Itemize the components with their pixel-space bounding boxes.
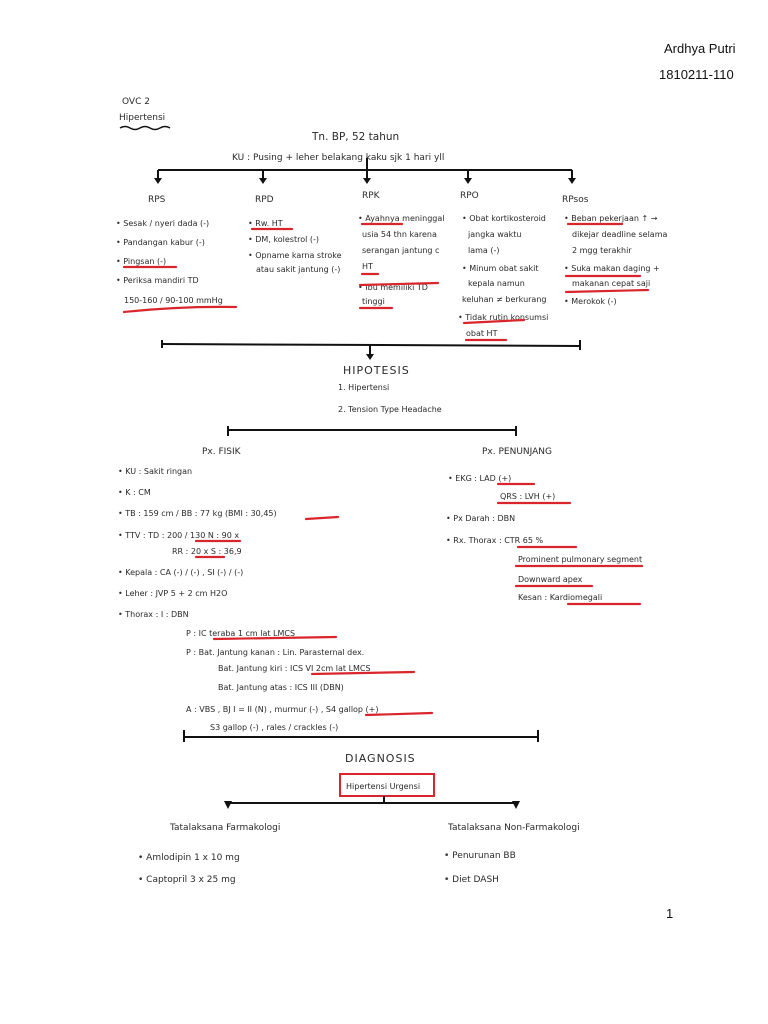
rpk-item: • Ayahnya meninggal: [358, 214, 445, 223]
px-penunjang-line: Prominent pulmonary segment: [518, 555, 643, 564]
rpk-item: HT: [362, 262, 373, 271]
rpo-item: • Obat kortikosteroid: [462, 214, 546, 223]
topic-label: Hipertensi: [119, 113, 166, 123]
px-fisik-line: P : IC teraba 1 cm lat LMCS: [186, 629, 296, 638]
underline-bmi: [306, 517, 338, 519]
rpo-item: keluhan ≠ berkurang: [462, 295, 547, 304]
rpsos-item: 2 mgg terakhir: [572, 246, 632, 255]
patient-label: Tn. BP, 52 tahun: [312, 131, 400, 143]
rpo-title: RPO: [460, 191, 479, 201]
px-fisik-line: S3 gallop (-) , rales / crackles (-): [210, 723, 339, 732]
px-fisik-line: • TB : 159 cm / BB : 77 kg (BMI : 30,45): [118, 509, 277, 518]
rps-item: • Pandangan kabur (-): [116, 238, 205, 247]
farmakologi-item: • Captopril 3 x 25 mg: [138, 875, 236, 885]
rpo-item: • Tidak rutin konsumsi: [458, 313, 549, 322]
rps-item: • Periksa mandiri TD: [116, 276, 199, 285]
diagnosis-value: Hipertensi Urgensi: [346, 782, 421, 791]
rpsos-item: • Beban pekerjaan ↑ →: [564, 214, 658, 223]
rpo-item: kepala namun: [468, 279, 525, 288]
branch-arrowheads: [154, 178, 576, 184]
hipotesis-item: 1. Hipertensi: [338, 383, 390, 392]
px-fisik-title: Px. FISIK: [202, 447, 241, 457]
page-number: 1: [666, 906, 674, 921]
px-fisik-line: • Thorax : I : DBN: [118, 610, 189, 619]
px-fisik-line: A : VBS , BJ I = II (N) , murmur (-) , S4 gallop (+): [186, 705, 379, 714]
rpd-title: RPD: [255, 195, 274, 205]
hipotesis-item: 2. Tension Type Headache: [338, 405, 442, 414]
rpsos-item: makanan cepat saji: [572, 279, 651, 288]
rpd-item: atau sakit jantung (-): [256, 265, 341, 274]
px-fisik-line: • KU : Sakit ringan: [118, 467, 193, 476]
underline-cepat-saji: [566, 290, 648, 292]
px-penunjang-line: Downward apex: [518, 575, 583, 584]
diagnosis-title: DIAGNOSIS: [345, 752, 416, 765]
rps-title: RPS: [148, 195, 166, 205]
farmakologi-title: Tatalaksana Farmakologi: [170, 823, 281, 833]
rps-item: • Pingsan (-): [116, 257, 167, 266]
merge-arrow: [366, 354, 374, 360]
px-fisik-line: Bat. Jantung kiri : ICS VI 2cm lat LMCS: [218, 664, 371, 673]
rpo-item: • Minum obat sakit: [462, 264, 539, 273]
rpsos-item: dikejar deadline selama: [572, 230, 668, 239]
rpk-item: • Ibu memiliki TD: [358, 283, 428, 292]
px-fisik-line: • Kepala : CA (-) / (-) , SI (-) / (-): [118, 568, 244, 577]
topic-squiggle: [120, 127, 170, 130]
rpd-item: • Rw. HT: [248, 219, 283, 228]
rpo-item: jangka waktu: [468, 230, 522, 239]
hipotesis-title: HIPOTESIS: [343, 364, 410, 377]
rpsos-title: RPsos: [562, 195, 589, 205]
non-farmakologi-item: • Penurunan BB: [444, 851, 516, 861]
ku-complaint: KU : Pusing + leher belakang kaku sjk 1 hari yll: [232, 153, 445, 163]
case-label: OVC 2: [122, 97, 150, 107]
rpk-item: tinggi: [362, 297, 385, 306]
px-penunjang-line: QRS : LVH (+): [500, 492, 556, 501]
px-fisik-line: • K : CM: [118, 488, 151, 497]
px-fisik-line: P : Bat. Jantung kanan : Lin. Parasternal dex.: [186, 648, 365, 657]
rps-item: 150-160 / 90-100 mmHg: [124, 296, 223, 305]
rpd-item: • Opname karna stroke: [248, 251, 342, 260]
non-farmakologi-item: • Diet DASH: [444, 875, 499, 885]
student-id: 1810211-110: [659, 67, 734, 82]
rpd-item: • DM, kolestrol (-): [248, 235, 320, 244]
rpk-title: RPK: [362, 191, 380, 201]
px-penunjang-line: • EKG : LAD (+): [448, 474, 512, 483]
px-penunjang-line: • Px Darah : DBN: [446, 514, 516, 523]
px-penunjang-line: Kesan : Kardiomegali: [518, 593, 603, 602]
px-fisik-line: • TTV : TD : 200 / 130 N : 90 x: [118, 531, 240, 540]
rpsos-item: • Suka makan daging +: [564, 264, 660, 273]
rpo-item: obat HT: [466, 329, 498, 338]
px-fisik-line: • Leher : JVP 5 + 2 cm H2O: [118, 589, 228, 598]
rps-item: • Sesak / nyeri dada (-): [116, 219, 210, 228]
farmakologi-item: • Amlodipin 1 x 10 mg: [138, 853, 240, 863]
author-name: Ardhya Putri: [664, 41, 736, 56]
rpk-item: usia 54 thn karena: [362, 230, 437, 239]
non-farmakologi-title: Tatalaksana Non-Farmakologi: [448, 823, 580, 833]
px-fisik-line: Bat. Jantung atas : ICS III (DBN): [218, 683, 344, 692]
px-fisik-line: RR : 20 x S : 36,9: [172, 547, 242, 556]
rpo-item: lama (-): [468, 246, 500, 255]
underline-td-mandiri: [124, 307, 236, 312]
px-penunjang-line: • Rx. Thorax : CTR 65 %: [446, 536, 544, 545]
rpsos-item: • Merokok (-): [564, 297, 617, 306]
px-penunjang-title: Px. PENUNJANG: [482, 447, 553, 457]
rpk-item: serangan jantung c: [362, 246, 440, 255]
